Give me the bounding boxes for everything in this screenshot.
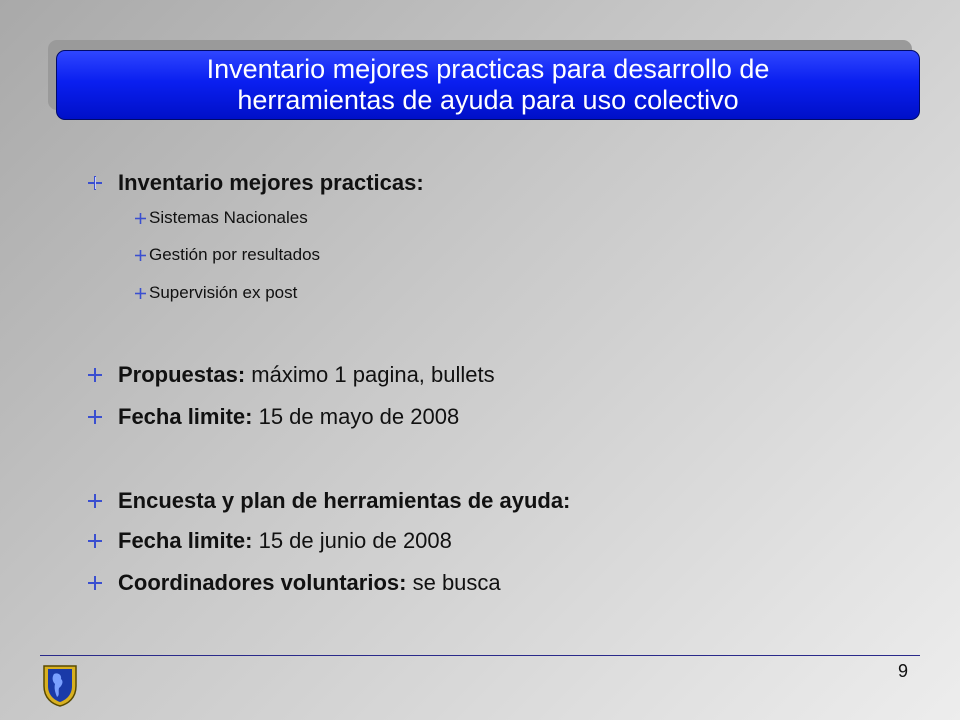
globe-shield-logo-icon xyxy=(40,662,80,708)
bullet-label: Encuesta y plan de herramientas de ayuda: xyxy=(118,488,571,513)
bullet-text: máximo 1 pagina, bullets xyxy=(245,362,495,387)
bullet-fecha-limite-2 xyxy=(88,528,452,554)
sub-bullet-label: Supervisión ex post xyxy=(149,283,298,302)
bullet-inventario xyxy=(88,170,424,196)
bullet-label: Fecha limite: xyxy=(118,404,253,429)
page-number: 9 xyxy=(897,661,908,681)
cross-bullet-icon xyxy=(88,576,102,590)
cross-bullet-icon xyxy=(88,410,102,424)
footer-divider xyxy=(40,655,920,656)
cross-bullet-icon xyxy=(88,534,102,548)
slide-title xyxy=(56,50,920,120)
bullet-label: Propuestas: xyxy=(118,362,246,387)
bullet-label: Fecha limite: xyxy=(118,528,253,553)
bullet-encuesta xyxy=(88,488,570,514)
bullet-text: 15 de mayo de 2008 xyxy=(252,404,460,429)
bullet-label: Inventario mejores practicas: xyxy=(118,170,424,195)
cross-bullet-icon xyxy=(135,250,146,261)
cross-bullet-icon xyxy=(88,368,102,382)
bullet-fecha-limite-1 xyxy=(88,404,459,430)
title-line-1: Inventario mejores practicas para desarrollo de xyxy=(206,54,770,84)
bullet-coordinadores xyxy=(88,570,501,596)
sub-bullet-label: Gestión por resultados xyxy=(149,245,321,264)
bullet-text: 15 de junio de 2008 xyxy=(252,528,452,553)
cross-bullet-icon xyxy=(135,213,146,224)
bullet-label: Coordinadores voluntarios: xyxy=(118,570,407,595)
sub-bullet-sistemas xyxy=(135,208,308,228)
cross-bullet-icon xyxy=(88,494,102,508)
sub-bullet-supervision xyxy=(135,283,297,303)
sub-bullet-label: Sistemas Nacionales xyxy=(149,208,308,227)
title-line-2: herramientas de ayuda para uso colectivo xyxy=(237,85,739,115)
cross-bullet-icon xyxy=(135,288,146,299)
bullet-propuestas xyxy=(88,362,495,388)
bullet-text: se busca xyxy=(406,570,501,595)
sub-bullet-gestion xyxy=(135,245,320,265)
cross-bullet-icon xyxy=(88,176,102,190)
